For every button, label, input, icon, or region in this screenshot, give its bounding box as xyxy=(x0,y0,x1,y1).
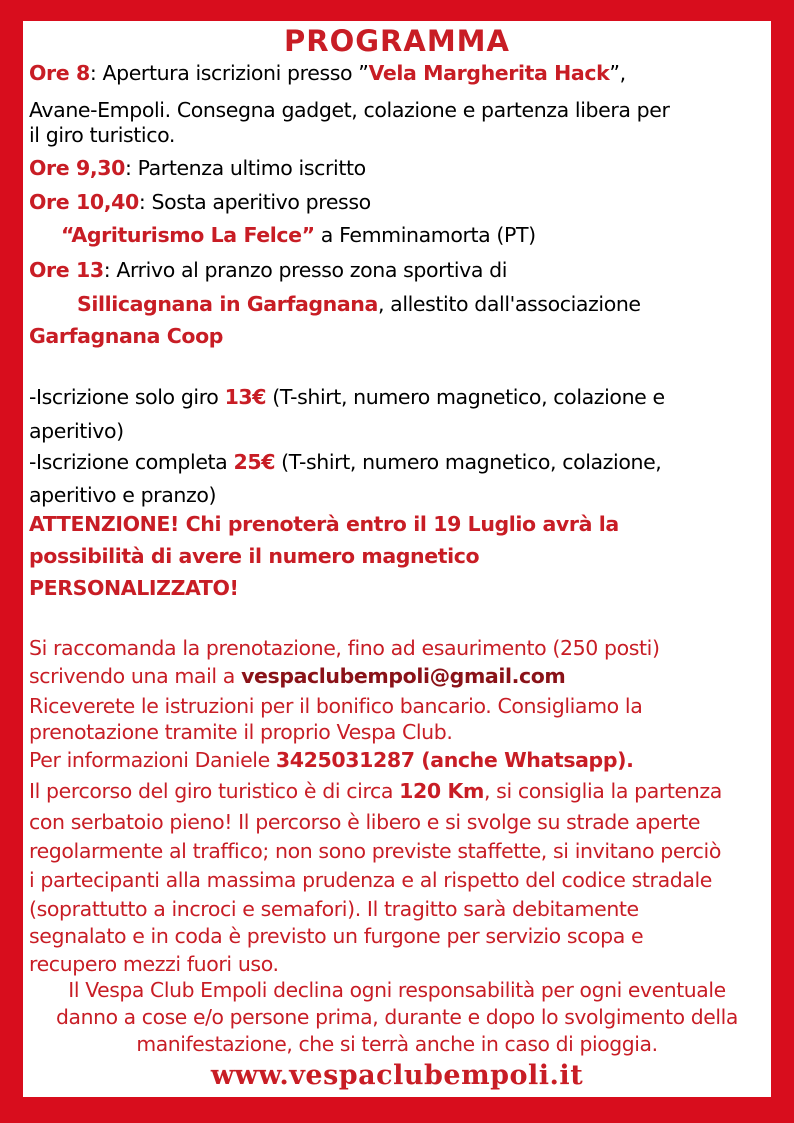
pricing-line-4: aperitivo e pranzo) xyxy=(29,483,217,507)
contact-line-email: scrivendo una mail a vespaclubempoli@gmail.com xyxy=(29,664,566,688)
email-link[interactable]: vespaclubempoli@gmail.com xyxy=(241,664,566,688)
warning-line-3: PERSONALIZZATO! xyxy=(29,576,239,600)
pricing-line-3: -Iscrizione completa 25€ (T-shirt, numero magnetico, colazione, xyxy=(29,450,662,474)
program-line-ore8: Ore 8: Apertura iscrizioni presso ”Vela Margherita Hack”, xyxy=(29,61,626,85)
phone-number: 3425031287 (anche Whatsapp). xyxy=(275,748,634,772)
contact-line-3: Riceverete le istruzioni per il bonifico bancario. Consigliamo la xyxy=(29,694,643,718)
route-line-6: segnalato e in coda è previsto un furgone per servizio scopa e xyxy=(29,924,644,948)
warning-line-2: possibilità di avere il numero magnetico xyxy=(29,544,480,568)
program-line-sillicagnana: Sillicagnana in Garfagnana, allestito dall'associazione xyxy=(77,292,641,316)
pricing-line-1: -Iscrizione solo giro 13€ (T-shirt, numero magnetico, colazione e xyxy=(29,385,665,409)
route-line-2: con serbatoio pieno! Il percorso è libero e si svolge su strade aperte xyxy=(29,810,701,834)
program-line-ore13: Ore 13: Arrivo al pranzo presso zona sportiva di xyxy=(29,258,508,282)
program-line-2: Avane-Empoli. Consegna gadget, colazione e partenza libera per xyxy=(29,98,670,122)
disclaimer-line-3: manifestazione, che si terrà anche in caso di pioggia. xyxy=(136,1032,658,1056)
disclaimer-line-2: danno a cose e/o persone prima, durante e dopo lo svolgimento della xyxy=(56,1005,738,1029)
program-line-coop: Garfagnana Coop xyxy=(29,324,224,348)
page-title: PROGRAMMA xyxy=(284,24,510,58)
disclaimer-line-1: Il Vespa Club Empoli declina ogni responsabilità per ogni eventuale xyxy=(68,978,726,1002)
route-line-7: recupero mezzi fuori uso. xyxy=(29,952,279,976)
route-line-3: regolarmente al traffico; non sono previste staffette, si invitano perciò xyxy=(29,839,721,863)
contact-line-phone: Per informazioni Daniele 3425031287 (anche Whatsapp). xyxy=(29,748,634,772)
route-line-1: Il percorso del giro turistico è di circa 120 Km, si consiglia la partenza xyxy=(29,779,722,803)
pricing-line-2: aperitivo) xyxy=(29,419,124,443)
program-line-ore930: Ore 9,30: Partenza ultimo iscritto xyxy=(29,156,366,180)
route-line-5: (soprattutto a incroci e semafori). Il tragitto sarà debitamente xyxy=(29,897,639,921)
flyer-sheet xyxy=(23,21,771,1097)
contact-line-4: prenotazione tramite il proprio Vespa Club. xyxy=(29,720,453,744)
program-line-ore1040: Ore 10,40: Sosta aperitivo presso xyxy=(29,190,371,214)
program-line-3: il giro turistico. xyxy=(29,123,175,147)
contact-line-1: Si raccomanda la prenotazione, fino ad esaurimento (250 posti) xyxy=(29,636,660,660)
warning-line-1: ATTENZIONE! Chi prenoterà entro il 19 Luglio avrà la xyxy=(29,512,619,536)
website-link[interactable]: www.vespaclubempoli.it xyxy=(210,1060,584,1091)
program-line-agriturismo: “Agriturismo La Felce” a Femminamorta (PT) xyxy=(61,223,536,247)
route-line-4: i partecipanti alla massima prudenza e al rispetto del codice stradale xyxy=(29,868,713,892)
